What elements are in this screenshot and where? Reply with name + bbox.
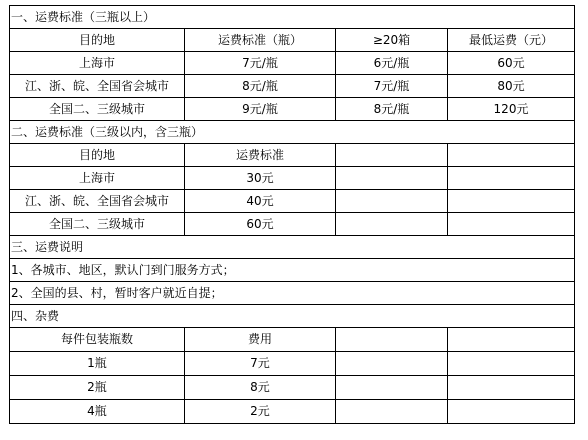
empty-cell bbox=[336, 376, 448, 400]
empty-cell bbox=[448, 400, 575, 424]
table2-header-destination: 目的地 bbox=[10, 144, 185, 167]
empty-cell bbox=[448, 376, 575, 400]
empty-cell bbox=[336, 213, 448, 236]
table4-header-bottles: 每件包装瓶数 bbox=[10, 328, 185, 352]
table-row bbox=[10, 98, 575, 121]
table4-cell-bottles: 4瓶 bbox=[10, 400, 185, 424]
table1-header-minimum: 最低运费（元） bbox=[448, 29, 575, 52]
empty-cell bbox=[448, 144, 575, 167]
table1-header-destination: 目的地 bbox=[10, 29, 185, 52]
table4-cell-fee: 7元 bbox=[185, 352, 336, 376]
empty-cell bbox=[336, 144, 448, 167]
table2-cell-rate: 60元 bbox=[185, 213, 336, 236]
table2-cell-destination: 全国二、三级城市 bbox=[10, 213, 185, 236]
table-row bbox=[10, 52, 575, 75]
section-1-title: 一、运费标准（三瓶以上） bbox=[10, 6, 575, 29]
shipping-note-2: 2、全国的县、村，暂时客户就近自提； bbox=[10, 282, 575, 305]
table-row bbox=[10, 376, 575, 400]
table1-cell-minimum: 120元 bbox=[448, 98, 575, 121]
table4-cell-bottles: 1瓶 bbox=[10, 352, 185, 376]
empty-cell bbox=[448, 213, 575, 236]
empty-cell bbox=[448, 167, 575, 190]
empty-cell bbox=[448, 190, 575, 213]
empty-cell bbox=[448, 352, 575, 376]
table2-cell-rate: 30元 bbox=[185, 167, 336, 190]
table1-cell-rate: 7元/瓶 bbox=[185, 52, 336, 75]
section-3-title: 三、运费说明 bbox=[10, 236, 575, 259]
table1-cell-destination: 全国二、三级城市 bbox=[10, 98, 185, 121]
table-row bbox=[10, 352, 575, 376]
note-row bbox=[10, 259, 575, 282]
table2-header-row bbox=[10, 144, 575, 167]
table4-cell-fee: 8元 bbox=[185, 376, 336, 400]
empty-cell bbox=[336, 400, 448, 424]
table1-cell-bulk: 6元/瓶 bbox=[336, 52, 448, 75]
shipping-fee-sheet bbox=[9, 5, 575, 424]
shipping-note-1: 1、各城市、地区，默认门到门服务方式； bbox=[10, 259, 575, 282]
section-3-title-row bbox=[10, 236, 575, 259]
table4-header-row bbox=[10, 328, 575, 352]
table1-cell-minimum: 80元 bbox=[448, 75, 575, 98]
table2-cell-destination: 江、浙、皖、全国省会城市 bbox=[10, 190, 185, 213]
table-row bbox=[10, 75, 575, 98]
table1-cell-destination: 上海市 bbox=[10, 52, 185, 75]
table4-cell-fee: 2元 bbox=[185, 400, 336, 424]
table2-cell-rate: 40元 bbox=[185, 190, 336, 213]
table1-cell-bulk: 8元/瓶 bbox=[336, 98, 448, 121]
table-row bbox=[10, 400, 575, 424]
empty-cell bbox=[336, 167, 448, 190]
table1-cell-rate: 9元/瓶 bbox=[185, 98, 336, 121]
table-row bbox=[10, 167, 575, 190]
table1-cell-minimum: 60元 bbox=[448, 52, 575, 75]
table1-header-rate: 运费标准（瓶） bbox=[185, 29, 336, 52]
empty-cell bbox=[336, 190, 448, 213]
empty-cell bbox=[336, 352, 448, 376]
table1-cell-bulk: 7元/瓶 bbox=[336, 75, 448, 98]
section-4-title-row bbox=[10, 305, 575, 328]
table4-header-fee: 费用 bbox=[185, 328, 336, 352]
section-1-title-row bbox=[10, 6, 575, 29]
empty-cell bbox=[336, 328, 448, 352]
table-row bbox=[10, 213, 575, 236]
table1-cell-destination: 江、浙、皖、全国省会城市 bbox=[10, 75, 185, 98]
empty-cell bbox=[448, 328, 575, 352]
table2-cell-destination: 上海市 bbox=[10, 167, 185, 190]
section-2-title: 二、运费标准（三级以内，含三瓶） bbox=[10, 121, 575, 144]
table1-cell-rate: 8元/瓶 bbox=[185, 75, 336, 98]
table4-cell-bottles: 2瓶 bbox=[10, 376, 185, 400]
section-2-title-row bbox=[10, 121, 575, 144]
section-4-title: 四、杂费 bbox=[10, 305, 575, 328]
table-row bbox=[10, 190, 575, 213]
table2-header-rate: 运费标准 bbox=[185, 144, 336, 167]
table1-header-bulk: ≥20箱 bbox=[336, 29, 448, 52]
note-row bbox=[10, 282, 575, 305]
table1-header-row bbox=[10, 29, 575, 52]
